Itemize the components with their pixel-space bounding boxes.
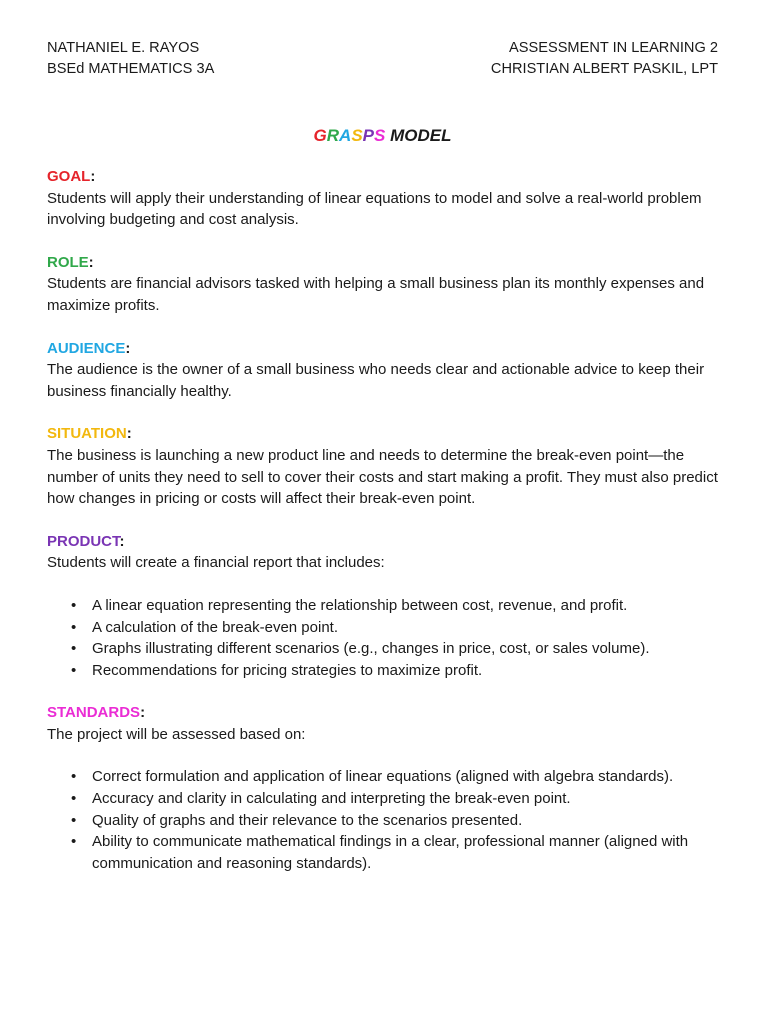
title-letter-g: G [313, 126, 327, 145]
section-product-colon: : [119, 532, 125, 550]
list-item [47, 617, 718, 639]
section-role-label: ROLE [47, 253, 89, 271]
section-audience-heading [47, 338, 718, 360]
section-standards-heading [47, 702, 718, 724]
list-item-text: A calculation of the break-even point. [92, 618, 338, 636]
title-letter-p: P [362, 126, 375, 145]
list-item-text: Quality of graphs and their relevance to the scenarios presented. [92, 811, 523, 829]
product-list [47, 595, 718, 681]
section-role-text: Students are financial advisors tasked with helping a small business plan its monthly expenses and maximize profits. [47, 275, 705, 314]
section-product-label: PRODUCT [47, 532, 120, 550]
section-standards-text: The project will be assessed based on: [47, 725, 306, 743]
list-item [47, 788, 718, 810]
list-item-text: Ability to communicate mathematical findings in a clear, professional manner (aligned with communication and reasoning standards). [92, 833, 689, 872]
student-info [47, 38, 214, 80]
section-audience [47, 338, 718, 403]
list-item-text: Correct formulation and application of linear equations (aligned with algebra standards). [92, 768, 674, 786]
list-item [47, 660, 718, 682]
title-letter-s2: S [374, 126, 386, 145]
section-role [47, 252, 718, 317]
student-course: BSEd MATHEMATICS 3A [47, 61, 215, 77]
bullet-icon: • [71, 618, 77, 636]
section-audience-text: The audience is the owner of a small business who needs clear and actionable advice to keep their business financially healthy. [47, 361, 705, 400]
bullet-icon: • [71, 596, 77, 614]
document-title [47, 125, 718, 147]
document-header [47, 38, 718, 80]
section-goal-heading [47, 166, 718, 188]
list-item [47, 595, 718, 617]
title-word-model: MODEL [385, 126, 452, 145]
section-situation-heading [47, 423, 718, 445]
title-letter-a: A [339, 126, 352, 145]
bullet-icon: • [71, 768, 77, 786]
student-name: NATHANIEL E. RAYOS [47, 40, 200, 56]
list-item-text: Recommendations for pricing strategies to maximize profit. [92, 661, 483, 679]
section-situation-colon: : [126, 425, 132, 443]
list-item-text: Graphs illustrating different scenarios (e.g., changes in price, cost, or sales volume). [92, 640, 650, 658]
section-standards [47, 702, 718, 874]
title-letter-r: R [326, 126, 340, 145]
section-standards-label: STANDARDS [47, 704, 141, 722]
bullet-icon: • [71, 790, 77, 808]
instructor-name: CHRISTIAN ALBERT PASKIL, LPT [490, 61, 718, 77]
list-item [47, 810, 718, 832]
section-audience-label: AUDIENCE [47, 339, 126, 357]
bullet-icon: • [71, 811, 77, 829]
section-goal-label: GOAL [47, 168, 91, 185]
course-info [491, 38, 718, 80]
list-item [47, 766, 718, 788]
title-letter-s: S [351, 126, 363, 145]
bullet-icon: • [71, 661, 77, 679]
list-item-text: Accuracy and clarity in calculating and interpreting the break-even point. [92, 790, 571, 808]
section-goal-text: Students will apply their understanding of linear equations to model and solve a real-world problem involving budgeting and cost analysis. [47, 189, 702, 229]
section-role-colon: : [88, 253, 94, 271]
section-goal [47, 166, 718, 231]
bullet-icon: • [71, 833, 77, 851]
section-role-heading [47, 252, 718, 274]
bullet-icon: • [71, 640, 77, 658]
standards-list [47, 766, 718, 874]
list-item [47, 638, 718, 660]
section-goal-colon: : [90, 168, 96, 185]
section-situation [47, 423, 718, 509]
list-item [47, 831, 718, 874]
course-title: ASSESSMENT IN LEARNING 2 [509, 40, 718, 56]
section-situation-label: SITUATION [47, 425, 127, 443]
list-item-text: A linear equation representing the relationship between cost, revenue, and profit. [92, 596, 628, 614]
section-situation-text: The business is launching a new product line and needs to determine the break-even point—the number of units they need to sell to cover their costs and start making a profit. They must also predict how changes in pricing or costs will affect their break-even point. [47, 446, 718, 508]
section-product [47, 531, 718, 682]
section-product-text: Students will create a financial report that includes: [47, 554, 385, 572]
section-standards-colon: : [140, 704, 146, 722]
section-audience-colon: : [125, 339, 131, 357]
section-product-heading [47, 531, 718, 553]
